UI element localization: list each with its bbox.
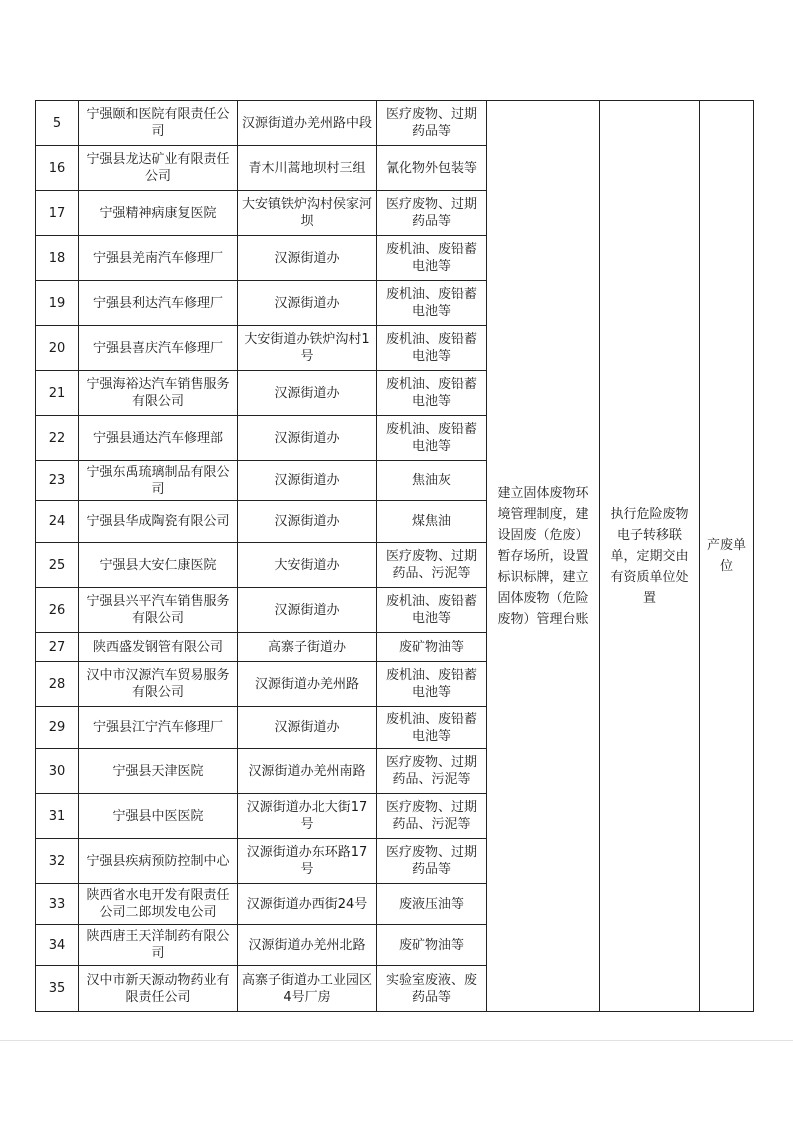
location: 高寨子街道办: [238, 633, 377, 662]
location: 汉源街道办羌州路中段: [238, 101, 377, 146]
waste-type: 废矿物油等: [377, 925, 487, 966]
waste-type: 医疗废物、过期药品、污泥等: [377, 749, 487, 794]
hazardous-waste-table: [35, 100, 754, 1012]
waste-type: 废机油、废铅蓄电池等: [377, 707, 487, 749]
location: 汉源街道办: [238, 371, 377, 416]
waste-type: 医疗废物、过期药品等: [377, 191, 487, 236]
location: 高寨子街道办工业园区4号厂房: [238, 966, 377, 1012]
row-number: 34: [36, 925, 79, 966]
row-number: 19: [36, 281, 79, 326]
row-number: 26: [36, 588, 79, 633]
waste-type: 废机油、废铅蓄电池等: [377, 588, 487, 633]
company-name: 宁强精神病康复医院: [79, 191, 238, 236]
company-name: 陕西唐王天洋制药有限公司: [79, 925, 238, 966]
waste-type: 医疗废物、过期药品、污泥等: [377, 543, 487, 588]
company-name: 宁强县疾病预防控制中心: [79, 839, 238, 884]
location: 汉源街道办: [238, 236, 377, 281]
location: 汉源街道办西街24号: [238, 884, 377, 925]
location: 汉源街道办: [238, 281, 377, 326]
company-name: 宁强县兴平汽车销售服务有限公司: [79, 588, 238, 633]
location: 汉源街道办: [238, 501, 377, 543]
waste-type: 焦油灰: [377, 461, 487, 501]
row-number: 27: [36, 633, 79, 662]
row-number: 22: [36, 416, 79, 461]
company-name: 宁强县天津医院: [79, 749, 238, 794]
row-number: 32: [36, 839, 79, 884]
waste-type: 废机油、废铅蓄电池等: [377, 236, 487, 281]
disposal-measure: 执行危险废物电子转移联单，定期交由有资质单位处置: [600, 101, 700, 1012]
waste-type: 废机油、废铅蓄电池等: [377, 326, 487, 371]
company-name: 宁强县喜庆汽车修理厂: [79, 326, 238, 371]
row-number: 5: [36, 101, 79, 146]
waste-type: 废矿物油等: [377, 633, 487, 662]
location: 汉源街道办: [238, 461, 377, 501]
location: 汉源街道办东环路17号: [238, 839, 377, 884]
waste-type: 废液压油等: [377, 884, 487, 925]
company-name: 宁强县通达汽车修理部: [79, 416, 238, 461]
row-number: 33: [36, 884, 79, 925]
responsible-party: 产废单位: [700, 101, 754, 1012]
row-number: 23: [36, 461, 79, 501]
location: 汉源街道办: [238, 416, 377, 461]
row-number: 18: [36, 236, 79, 281]
company-name: 宁强县大安仁康医院: [79, 543, 238, 588]
company-name: 宁强颐和医院有限责任公司: [79, 101, 238, 146]
company-name: 陕西盛发钢管有限公司: [79, 633, 238, 662]
waste-type: 医疗废物、过期药品等: [377, 839, 487, 884]
row-number: 16: [36, 146, 79, 191]
company-name: 宁强东禹琉璃制品有限公司: [79, 461, 238, 501]
location: 汉源街道办羌州北路: [238, 925, 377, 966]
location: 大安街道办铁炉沟村1号: [238, 326, 377, 371]
location: 青木川蒿地坝村三组: [238, 146, 377, 191]
company-name: 宁强县江宁汽车修理厂: [79, 707, 238, 749]
row-number: 20: [36, 326, 79, 371]
waste-type: 医疗废物、过期药品等: [377, 101, 487, 146]
page-bottom-rule: [0, 1040, 793, 1041]
location: 汉源街道办: [238, 588, 377, 633]
waste-type: 废机油、废铅蓄电池等: [377, 281, 487, 326]
location: 汉源街道办羌州南路: [238, 749, 377, 794]
location: 汉源街道办: [238, 707, 377, 749]
row-number: 17: [36, 191, 79, 236]
table-row: [36, 101, 754, 146]
location: 汉源街道办羌州路: [238, 662, 377, 707]
company-name: 宁强县利达汽车修理厂: [79, 281, 238, 326]
company-name: 宁强县羌南汽车修理厂: [79, 236, 238, 281]
company-name: 宁强县龙达矿业有限责任公司: [79, 146, 238, 191]
waste-type: 废机油、废铅蓄电池等: [377, 416, 487, 461]
management-measure: 建立固体废物环境管理制度，建设固废（危废）暂存场所，设置标识标牌，建立固体废物（危险废物）管理台账: [487, 101, 600, 1012]
company-name: 陕西省水电开发有限责任公司二郎坝发电公司: [79, 884, 238, 925]
company-name: 汉中市汉源汽车贸易服务有限公司: [79, 662, 238, 707]
row-number: 21: [36, 371, 79, 416]
waste-type: 氰化物外包装等: [377, 146, 487, 191]
company-name: 汉中市新天源动物药业有限责任公司: [79, 966, 238, 1012]
company-name: 宁强县中医医院: [79, 794, 238, 839]
waste-type: 废机油、废铅蓄电池等: [377, 662, 487, 707]
row-number: 29: [36, 707, 79, 749]
location: 大安镇铁炉沟村侯家河坝: [238, 191, 377, 236]
waste-type: 煤焦油: [377, 501, 487, 543]
row-number: 25: [36, 543, 79, 588]
row-number: 24: [36, 501, 79, 543]
location: 大安街道办: [238, 543, 377, 588]
location: 汉源街道办北大街17号: [238, 794, 377, 839]
waste-type: 医疗废物、过期药品、污泥等: [377, 794, 487, 839]
row-number: 30: [36, 749, 79, 794]
row-number: 31: [36, 794, 79, 839]
row-number: 35: [36, 966, 79, 1012]
waste-type: 废机油、废铅蓄电池等: [377, 371, 487, 416]
company-name: 宁强县华成陶瓷有限公司: [79, 501, 238, 543]
waste-type: 实验室废液、废药品等: [377, 966, 487, 1012]
company-name: 宁强海裕达汽车销售服务有限公司: [79, 371, 238, 416]
table-body: [36, 101, 754, 1012]
row-number: 28: [36, 662, 79, 707]
